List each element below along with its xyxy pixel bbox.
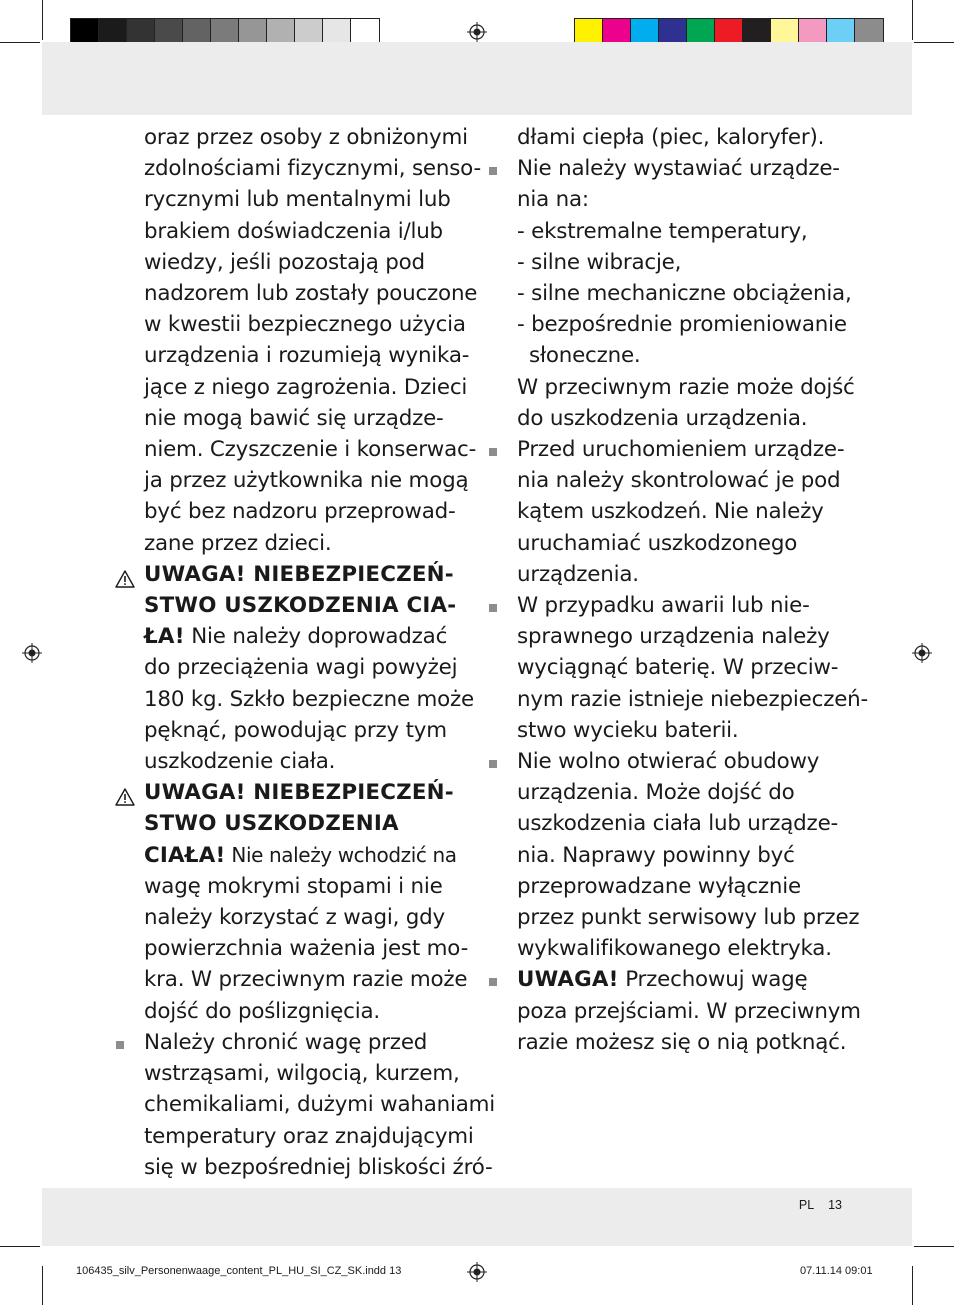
text-line: pęknąć, powodując przy tym [144, 717, 447, 743]
crop-mark [914, 42, 954, 43]
text-line: nym razie istnieje niebezpieczeń- [517, 686, 869, 712]
crop-mark [912, 0, 913, 40]
text-line: przez punkt serwisowy lub przez [517, 905, 860, 931]
text-line: stwo wycieku baterii. [517, 717, 739, 743]
bullet-square-icon [489, 604, 497, 612]
text-line: nia. Naprawy powinny być [517, 842, 795, 868]
text-line: nia na: [517, 187, 589, 213]
text-line: Nie wolno otwierać obudowy [517, 749, 820, 775]
text-line: należy korzystać z wagi, gdy [144, 905, 446, 931]
text-line: zdolnościami fizycznymi, senso- [144, 156, 481, 182]
text-line: urządzenia i rozumieją wynika- [144, 343, 470, 369]
text-line [144, 621, 474, 652]
text-line: urządzenia. [517, 561, 639, 587]
right-text-column [517, 122, 869, 1058]
text-line: zane przez dzieci. [144, 530, 332, 556]
text-line: wykwalifikowanego elektryka. [517, 936, 832, 962]
text-line: niem. Czyszczenie i konserwac- [144, 437, 477, 463]
text-line: chemikaliami, dużymi wahaniami [144, 1092, 496, 1118]
warning-block [144, 777, 474, 1027]
paragraph [517, 122, 847, 153]
text-line: jące z niego zagrożenia. Dzieci [144, 374, 468, 400]
bullet-item [517, 434, 847, 590]
crop-mark [42, 0, 43, 40]
registration-mark-icon [467, 1262, 487, 1282]
text-line: nadzorem lub zostały pouczone [144, 281, 478, 307]
header-band [42, 42, 912, 115]
crop-mark [0, 42, 40, 43]
text-line [144, 840, 474, 871]
text-line: razie możesz się o nią potknąć. [517, 1029, 847, 1055]
bullet-item [517, 964, 861, 1058]
warning-label: ŁA! [144, 624, 185, 650]
text-line: się w bezpośredniej bliskości źró- [144, 1154, 493, 1180]
text-line: Należy chronić wagę przed [144, 1029, 428, 1055]
text-line: W przeciwnym razie może dojść [517, 374, 855, 400]
page-footer [799, 1198, 842, 1212]
text-line: Nie należy wystawiać urządze- [517, 156, 840, 182]
bullet-square-icon [489, 167, 497, 175]
registration-mark-icon [912, 643, 932, 663]
text-line: przeprowadzane wyłącznie [517, 873, 801, 899]
bullet-item [517, 153, 855, 434]
registration-mark-icon [467, 22, 487, 42]
slug-datetime: 07.11.14 09:01 [800, 1265, 873, 1277]
text-line: oraz przez osoby z obniżonymi [144, 125, 468, 150]
text-line: sprawnego urządzenia należy [517, 624, 830, 650]
text-line: do uszkodzenia urządzenia. [517, 405, 808, 431]
text-line: nie mogą bawić się urządze- [144, 405, 444, 431]
text-line: rycznymi lub mentalnymi lub [144, 187, 451, 213]
text-line: poza przejściami. W przeciwnym [517, 998, 861, 1024]
text-line: słoneczne. [529, 343, 641, 369]
text-line: Przed uruchomieniem urządze- [517, 437, 845, 463]
text-line: wyciągnąć baterię. W przeciw- [517, 655, 839, 681]
text-line: w kwestii bezpiecznego użycia [144, 312, 466, 338]
text-line: do przeciążenia wagi powyżej [144, 655, 458, 681]
warning-triangle-icon [115, 566, 135, 584]
text-line: uszkodzenia ciała lub urządze- [517, 811, 839, 837]
paragraph [144, 122, 481, 559]
bullet-square-icon [489, 978, 497, 986]
text-line: wstrząsami, wilgocią, kurzem, [144, 1061, 460, 1087]
bullet-square-icon [489, 448, 497, 456]
warning-label: UWAGA! [517, 967, 619, 993]
text-line: - ekstremalne temperatury, [517, 218, 808, 244]
text-line: nia należy skontrolować je pod [517, 468, 841, 494]
text-line: - silne wibracje, [517, 249, 682, 275]
text-line: powierzchnia ważenia jest mo- [144, 936, 469, 962]
language-code: PL [798, 1198, 815, 1212]
registration-mark-icon [22, 643, 42, 663]
text-line [517, 964, 847, 995]
crop-mark [912, 1266, 913, 1305]
page-number: 13 [828, 1198, 842, 1212]
crop-mark [42, 1266, 43, 1305]
bullet-item [517, 746, 860, 964]
bullet-square-icon [489, 760, 497, 768]
warning-text: Nie należy doprowadzać [184, 624, 448, 650]
warning-label: CIAŁA! [144, 842, 226, 868]
slug-filename: 106435_silv_Personenwaage_content_PL_HU_SI_CZ_SK.indd 13 [76, 1265, 402, 1277]
warning-text: Przechowuj wagę [618, 967, 808, 993]
crop-mark [0, 1246, 40, 1247]
text-line: dłami ciepła (piec, kaloryfer). [517, 125, 825, 150]
text-line: ja przez użytkownika nie mogą [144, 468, 469, 494]
text-line: uszkodzenie ciała. [144, 749, 336, 775]
text-line: kątem uszkodzeń. Nie należy [517, 499, 824, 525]
text-line: wiedzy, jeśli pozostają pod [144, 249, 425, 275]
text-line: 180 kg. Szkło bezpieczne może [144, 686, 475, 712]
bullet-item [144, 1027, 496, 1183]
text-line: wagę mokrymi stopami i nie [144, 873, 443, 899]
text-line: kra. W przeciwnym razie może [144, 967, 468, 993]
bullet-square-icon [116, 1041, 124, 1049]
text-line: uruchamiać uszkodzonego [517, 530, 798, 556]
warning-text: Nie należy wchodzić na [225, 842, 457, 867]
text-line: STWO USZKODZENIA [144, 811, 399, 837]
text-line: temperatury oraz znajdującymi [144, 1123, 474, 1149]
text-line: brakiem doświadczenia i/lub [144, 218, 443, 244]
text-line: STWO USZKODZENIA CIA- [144, 593, 457, 619]
text-line: dojść do poślizgnięcia. [144, 998, 380, 1024]
text-line: - bezpośrednie promieniowanie [517, 312, 847, 338]
text-line: UWAGA! NIEBEZPIECZEŃ- [144, 780, 454, 806]
warning-triangle-icon [115, 784, 135, 802]
text-line: - silne mechaniczne obciążenia, [517, 281, 852, 307]
crop-mark [914, 1246, 954, 1247]
warning-block [144, 559, 474, 777]
text-line: W przypadku awarii lub nie- [517, 593, 810, 619]
footer-band [42, 1188, 912, 1246]
text-line: UWAGA! NIEBEZPIECZEŃ- [144, 561, 454, 587]
text-line: być bez nadzoru przeprowad- [144, 499, 456, 525]
bullet-item [517, 590, 869, 746]
left-text-column [144, 122, 496, 1183]
text-line: urządzenia. Może dojść do [517, 780, 795, 806]
